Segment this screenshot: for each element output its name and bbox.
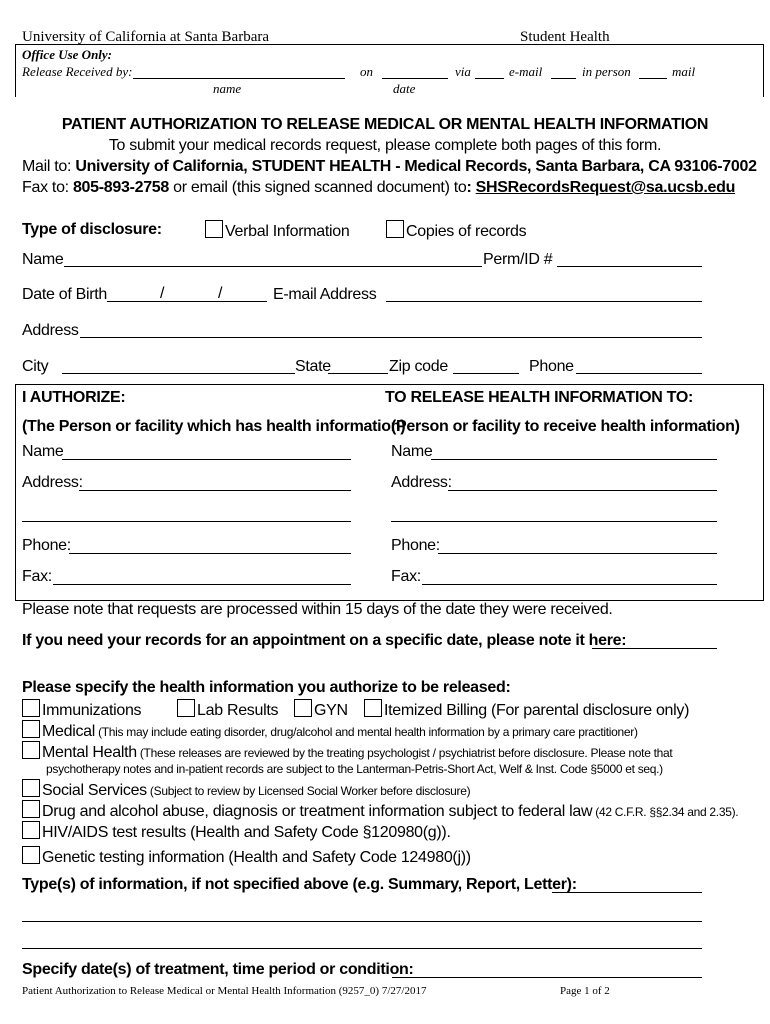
in-person-line[interactable] — [639, 78, 667, 79]
verbal-information-label: Verbal Information — [225, 223, 350, 240]
genetic-testing-label: Genetic testing information (Health and Safety Code 124980(j)) — [42, 849, 471, 866]
mental-health-note-2: psychotherapy notes and in-patient records are subject to the Lanterman-Petris-Short Act, Welf & Inst. Code §5000 et seq.) — [46, 762, 663, 776]
dob-slash-2: / — [218, 285, 223, 302]
page-number: Page 1 of 2 — [560, 985, 610, 997]
address-field[interactable] — [80, 337, 702, 338]
recipient-address-field[interactable] — [448, 490, 717, 491]
recipient-phone-field[interactable] — [438, 553, 717, 554]
source-phone-field[interactable] — [69, 553, 351, 554]
date-caption: date — [393, 81, 416, 96]
fax-to-line — [22, 179, 735, 197]
received-date-line[interactable] — [382, 78, 448, 79]
email-address-field[interactable] — [386, 301, 702, 302]
dob-field[interactable] — [107, 301, 267, 302]
perm-id-field[interactable] — [557, 266, 702, 267]
in-person-label: in person — [582, 64, 631, 79]
verbal-information-checkbox[interactable] — [205, 220, 223, 238]
office-use-title: Office Use Only: — [22, 47, 113, 62]
appointment-date-field[interactable] — [592, 648, 717, 649]
hiv-aids-label: HIV/AIDS test results (Health and Safety Code §120980(g)). — [42, 824, 451, 841]
source-name-field[interactable] — [62, 459, 351, 460]
source-subheading: (The Person or facility which has health information) — [22, 418, 406, 435]
drug-alcohol-option[interactable] — [22, 800, 738, 821]
authorize-heading: I AUTHORIZE: — [22, 389, 126, 406]
zip-label: Zip code — [389, 358, 448, 375]
gyn-checkbox[interactable] — [294, 699, 312, 717]
social-services-label: Social Services — [42, 782, 147, 799]
gyn-label: GYN — [314, 702, 348, 719]
social-services-checkbox[interactable] — [22, 779, 40, 797]
release-to-heading: TO RELEASE HEALTH INFORMATION TO: — [385, 389, 694, 406]
perm-id-label: Perm/ID # — [483, 251, 553, 268]
dob-slash-1: / — [160, 285, 165, 302]
via-label: via — [455, 64, 471, 79]
state-field[interactable] — [328, 373, 388, 374]
dates-label: Specify date(s) of treatment, time period or condition: — [22, 961, 414, 978]
fax-colon: : — [466, 179, 476, 196]
source-fax-label: Fax: — [22, 568, 52, 585]
email-label: e-mail — [509, 64, 543, 79]
phone-field[interactable] — [576, 373, 702, 374]
fax-or-email-text: or email (this signed scanned document) to — [169, 179, 467, 196]
itemized-billing-label: Itemized Billing (For parental disclosure only) — [384, 702, 690, 719]
source-address-line-2[interactable] — [22, 521, 351, 522]
source-fax-field[interactable] — [53, 584, 351, 585]
medical-note: (This may include eating disorder, drug/alcohol and mental health information by a primary care practitioner) — [95, 725, 638, 739]
hiv-aids-checkbox[interactable] — [22, 821, 40, 839]
copies-of-records-label: Copies of records — [406, 223, 527, 240]
source-address-field[interactable] — [79, 490, 351, 491]
mental-health-note: (These releases are reviewed by the treating psychologist / psychiatrist before disclosure. Please note that — [136, 746, 673, 760]
medical-option[interactable] — [22, 720, 638, 741]
fax-prefix: Fax to: — [22, 179, 73, 196]
release-received-label: Release Received by: — [22, 64, 133, 79]
recipient-name-label: Name — [391, 443, 433, 460]
specify-heading: Please specify the health information you authorize to be released: — [22, 679, 511, 696]
email-address-label: E-mail Address — [273, 286, 377, 303]
social-services-note: (Subject to review by Licensed Social Worker before disclosure) — [146, 784, 471, 798]
authorize-box — [15, 384, 764, 601]
received-by-name-line[interactable] — [133, 78, 345, 79]
processing-note: Please note that requests are processed within 15 days of the date they were received. — [22, 601, 613, 618]
immunizations-label: Immunizations — [42, 702, 142, 719]
disclosure-label: Type of disclosure: — [22, 221, 162, 238]
patient-name-label: Name — [22, 251, 64, 268]
source-address-label: Address: — [22, 474, 83, 491]
types-field[interactable] — [552, 892, 702, 893]
drug-alcohol-note: (42 C.F.R. §§2.34 and 2.35). — [592, 805, 739, 819]
types-label: Type(s) of information, if not specified above (e.g. Summary, Report, Letter): — [22, 876, 577, 893]
copies-of-records-option[interactable] — [386, 220, 526, 241]
on-label: on — [360, 64, 373, 79]
phone-label: Phone — [529, 358, 574, 375]
itemized-billing-option[interactable] — [364, 699, 689, 720]
page-title: PATIENT AUTHORIZATION TO RELEASE MEDICAL OR MENTAL HEALTH INFORMATION — [61, 116, 709, 133]
mail-to-line — [22, 158, 757, 176]
types-field-line-2[interactable] — [22, 921, 702, 922]
genetic-testing-option[interactable] — [22, 846, 471, 867]
gyn-option[interactable] — [294, 699, 348, 720]
copies-of-records-checkbox[interactable] — [386, 220, 404, 238]
medical-label: Medical — [42, 723, 96, 740]
recipient-subheading: (Person or facility to receive health information) — [391, 418, 740, 435]
types-field-line-3[interactable] — [22, 948, 702, 949]
social-services-option[interactable] — [22, 779, 470, 800]
fax-number: 805-893-2758 — [72, 179, 169, 196]
mail-label: mail — [672, 64, 696, 79]
medical-checkbox[interactable] — [22, 720, 40, 738]
university-name: University of California at Santa Barbara — [22, 29, 270, 45]
name-caption: name — [213, 81, 242, 96]
via-line[interactable] — [475, 78, 504, 79]
recipient-phone-label: Phone: — [391, 537, 440, 554]
source-phone-label: Phone: — [22, 537, 71, 554]
recipient-name-field[interactable] — [431, 459, 717, 460]
address-label: Address — [22, 322, 79, 339]
lab-results-option[interactable] — [177, 699, 278, 720]
recipient-address-line-2[interactable] — [391, 521, 717, 522]
genetic-testing-checkbox[interactable] — [22, 846, 40, 864]
city-label: City — [22, 358, 49, 375]
lab-results-label: Lab Results — [197, 702, 279, 719]
mail-to-prefix: Mail to: — [22, 158, 76, 175]
department-name: Student Health — [520, 29, 610, 45]
mental-health-label: Mental Health — [42, 744, 137, 761]
verbal-information-option[interactable] — [205, 220, 349, 241]
mental-health-option[interactable] — [22, 741, 672, 762]
hiv-aids-option[interactable] — [22, 821, 451, 842]
lab-results-checkbox[interactable] — [177, 699, 195, 717]
itemized-billing-checkbox[interactable] — [364, 699, 382, 717]
drug-alcohol-checkbox[interactable] — [22, 800, 40, 818]
drug-alcohol-label: Drug and alcohol abuse, diagnosis or treatment information subject to federal law — [42, 803, 593, 820]
recipient-fax-field[interactable] — [422, 584, 717, 585]
immunizations-checkbox[interactable] — [22, 699, 40, 717]
patient-name-field[interactable] — [64, 266, 482, 267]
zip-field[interactable] — [453, 373, 519, 374]
immunizations-option[interactable] — [22, 699, 141, 720]
email-line[interactable] — [551, 78, 576, 79]
mail-address: University of California, STUDENT HEALTH - Medical Records, Santa Barbara, CA 93106-7002 — [75, 158, 757, 175]
mental-health-checkbox[interactable] — [22, 741, 40, 759]
appointment-note: If you need your records for an appointment on a specific date, please note it here: — [22, 632, 627, 649]
recipient-address-label: Address: — [391, 474, 452, 491]
records-email-link[interactable]: SHSRecordsRequest@sa.ucsb.edu — [475, 179, 736, 196]
dates-field[interactable] — [392, 977, 702, 978]
dob-label: Date of Birth — [22, 286, 108, 303]
city-field[interactable] — [62, 373, 295, 374]
form-id-footer: Patient Authorization to Release Medical or Mental Health Information (9257_0) 7/27/2017 — [22, 985, 427, 997]
page-subtitle: To submit your medical records request, please complete both pages of this form. — [108, 137, 662, 154]
recipient-fax-label: Fax: — [391, 568, 421, 585]
state-label: State — [295, 358, 331, 375]
source-name-label: Name — [22, 443, 64, 460]
